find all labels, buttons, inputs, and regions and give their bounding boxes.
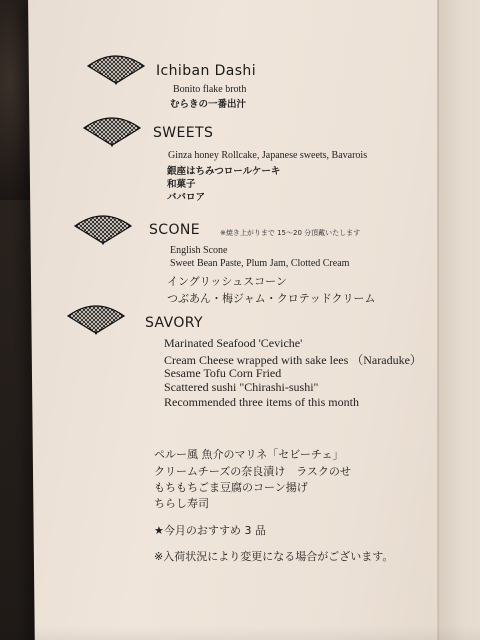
photo-bottom-shade — [0, 626, 480, 640]
menu-item-line: Bonito flake broth — [173, 84, 247, 95]
section-title-savory: SAVORY — [145, 315, 203, 331]
menu-item-line: ※入荷状況により変更になる場合がございます。 — [154, 550, 394, 563]
menu-item-line: Ginza honey Rollcake, Japanese sweets, Bavarois — [168, 150, 368, 161]
folding-fan-icon — [80, 114, 144, 148]
menu-item-line: ペルー風 魚介のマリネ「セビーチェ」 — [154, 448, 344, 461]
section-title-scone: SCONE — [149, 222, 200, 238]
menu-item-line: ちらし寿司 — [154, 497, 209, 510]
menu-item-line: Sesame Tofu Corn Fried — [164, 366, 282, 380]
menu-item-line: Recommended three items of this month — [164, 395, 359, 409]
menu-item-line: Scattered sushi "Chirashi-sushi" — [164, 380, 319, 394]
menu-item-line: イングリッシュスコーン — [167, 275, 287, 288]
section-title-sweets: SWEETS — [153, 125, 214, 141]
menu-item-line: むらきの一番出汁 — [170, 99, 247, 110]
menu-item-line: English Scone — [170, 245, 228, 256]
folding-fan-icon — [71, 212, 135, 246]
section-title-ichiban-dashi: Ichiban Dashi — [156, 63, 256, 79]
menu-item-line: クリームチーズの奈良漬け ラスクのせ — [154, 465, 351, 478]
folding-fan-icon — [64, 302, 128, 336]
section-note-scone: ※焼き上がりまで 15～20 分頂戴いたします — [220, 229, 361, 237]
menu-item-line: ★今月のおすすめ 3 品 — [154, 524, 266, 537]
menu-item-line: 銀座はちみつロールケーキ — [167, 166, 281, 177]
folding-fan-icon — [84, 52, 148, 86]
menu-item-line: つぶあん・梅ジャム・クロテッドクリーム — [167, 292, 376, 305]
menu-item-line: Sweet Bean Paste, Plum Jam, Clotted Cream — [170, 258, 350, 269]
menu-item-line: Marinated Seafood 'Ceviche' — [164, 336, 303, 350]
menu-item-line: 和菓子 — [167, 179, 196, 190]
menu-item-line: もちもちごま豆腐のコーン揚げ — [154, 481, 308, 494]
menu-item-line: ババロア — [167, 192, 206, 203]
menu-item-line: Cream Cheese wrapped with sake lees （Naraduke） — [164, 353, 422, 367]
